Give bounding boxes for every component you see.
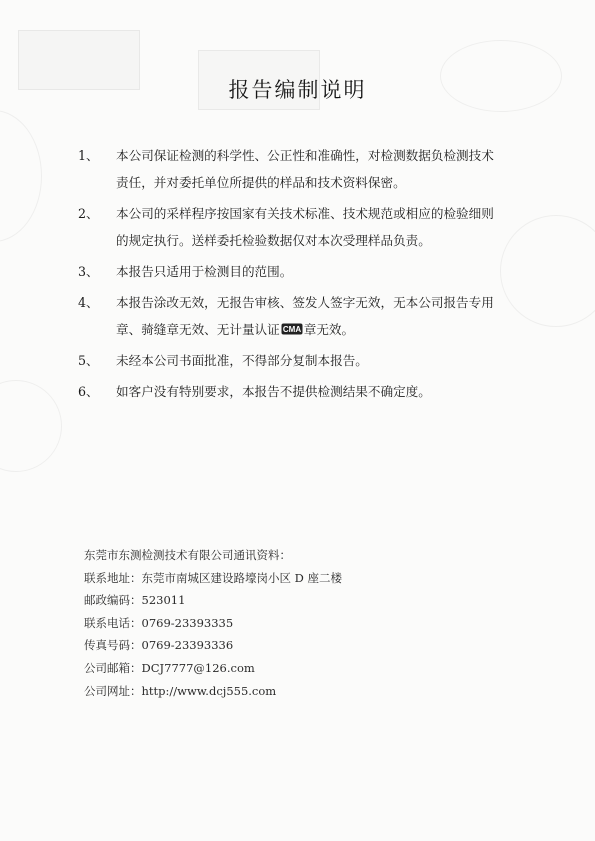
contact-address: 联系地址：东莞市南城区建设路壕岗小区 D 座二楼: [84, 570, 343, 585]
item-text: 本公司保证检测的科学性、公正性和准确性，对检测数据负检测技术: [116, 148, 494, 163]
faded-seal-mark: [0, 110, 42, 242]
item-text: 的规定执行。送样委托检验数据仅对本次受理样品负责。: [116, 233, 431, 248]
list-item: [78, 289, 558, 343]
item-text: 本报告涂改无效，无报告审核、签发人签字无效，无本公司报告专用: [116, 295, 494, 310]
contact-info: [84, 544, 342, 702]
item-number: 5、: [78, 353, 99, 368]
item-text: 本公司的采样程序按国家有关技术标准、技术规范或相应的检验细则: [116, 206, 494, 221]
contact-website: 公司网址：http://www.dcj555.com: [84, 683, 277, 698]
item-number: 4、: [78, 295, 99, 310]
list-item: [78, 347, 558, 374]
page-title: 报告编制说明: [228, 78, 367, 102]
item-text: 未经本公司书面批准，不得部分复制本报告。: [116, 353, 368, 368]
item-text: 责任，并对委托单位所提供的样品和技术资料保密。: [116, 175, 406, 190]
list-item: [78, 258, 558, 285]
cma-logo-icon: [281, 323, 303, 335]
item-text-segment: 章、骑缝章无效、无计量认证: [116, 322, 280, 337]
faded-seal-mark: [0, 380, 62, 472]
instructions-list: [78, 142, 558, 409]
item-text: 如客户没有特别要求，本报告不提供检测结果不确定度。: [116, 384, 431, 399]
list-item: [78, 200, 558, 254]
item-number: 1、: [78, 148, 99, 163]
item-text-segment: 章无效。: [303, 322, 355, 337]
contact-heading: 东莞市东测检测技术有限公司通讯资料：: [84, 548, 291, 562]
item-number: 6、: [78, 384, 99, 399]
contact-phone: 联系电话：0769-23393335: [84, 615, 234, 630]
list-item: [78, 142, 558, 196]
contact-email: 公司邮箱：DCJ7777@126.com: [84, 660, 255, 675]
list-item: [78, 378, 558, 405]
item-number: 3、: [78, 264, 99, 279]
item-number: 2、: [78, 206, 99, 221]
item-text: 本报告只适用于检测目的范围。: [116, 264, 293, 279]
contact-postcode: 邮政编码：523011: [84, 593, 186, 608]
contact-fax: 传真号码：0769-23393336: [84, 638, 234, 653]
svg-text:CMA: CMA: [282, 325, 301, 334]
item-text: [116, 316, 558, 343]
